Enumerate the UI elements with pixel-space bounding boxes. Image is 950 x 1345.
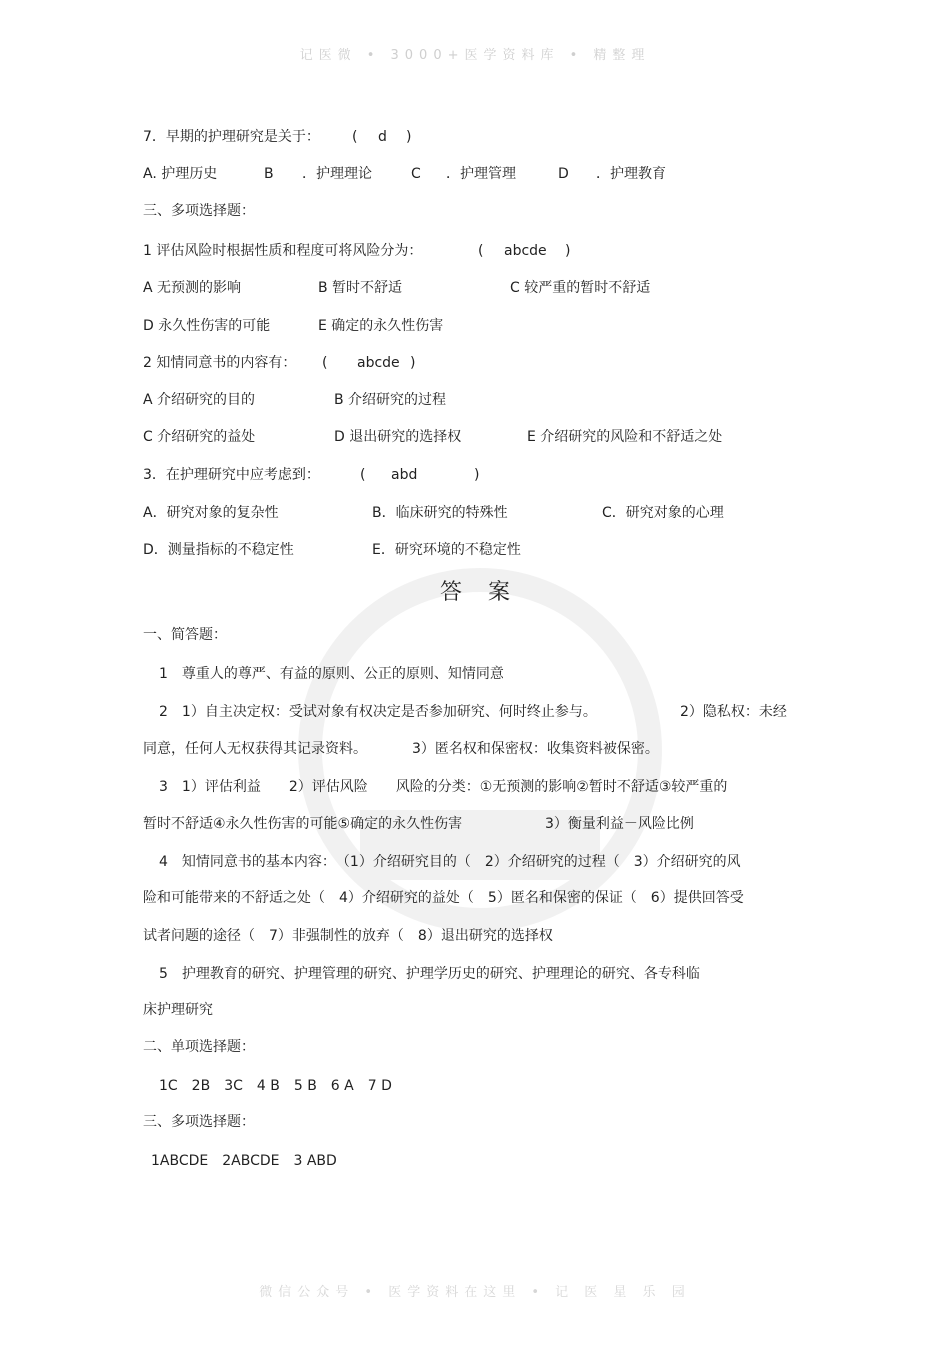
q7-answer: d — [378, 129, 387, 145]
m3-option-c: C．研究对象的心理 — [602, 505, 724, 521]
q7-option-c-letter: C — [411, 166, 421, 182]
q7-option-b-letter: B — [264, 166, 274, 182]
m3-option-d: D．测量指标的不稳定性 — [143, 542, 294, 558]
ans-section3-title: 三、多项选择题： — [143, 1114, 255, 1130]
page-footer-watermark: 微信公众号 • 医学资料在这里 • 记 医 星 乐 园 — [259, 1285, 691, 1300]
ans-4-line3: 试者问题的途径（ 7）非强制性的放弃（ 8）退出研究的选择权 — [143, 928, 553, 944]
ans-section3-answers: 1ABCDE 2ABCDE 3 ABD — [151, 1153, 337, 1169]
ans-section1-title: 一、简答题： — [143, 627, 227, 643]
m3-answer: abd — [391, 467, 418, 483]
ans-2-line2a: 同意，任何人无权获得其记录资料。 — [143, 741, 367, 757]
ans-section2-answers: 1C 2B 3C 4 B 5 B 6 A 7 D — [159, 1078, 392, 1094]
ans-5-line1: 5 护理教育的研究、护理管理的研究、护理学历史的研究、护理理论的研究、各专科临 — [159, 966, 700, 982]
m1-option-d: D 永久性伤害的可能 — [143, 318, 271, 334]
ans-3-line2a: 暂时不舒适④永久性伤害的可能⑤确定的永久性伤害 — [143, 816, 463, 832]
m3-paren-close: ) — [474, 467, 480, 483]
m1-option-a: A 无预测的影响 — [143, 280, 242, 296]
m1-option-c: C 较严重的暂时不舒适 — [510, 280, 651, 296]
ans-4-line2: 险和可能带来的不舒适之处（ 4）介绍研究的益处（ 5）匿名和保密的保证（ 6）提供回答受 — [143, 890, 744, 906]
ans-5-line2: 床护理研究 — [143, 1002, 213, 1018]
m3-option-b: B．临床研究的特殊性 — [372, 505, 508, 521]
ans-1: 1 尊重人的尊严、有益的原则、公正的原则、知情同意 — [159, 666, 504, 682]
q7-stem: 7．早期的护理研究是关于： — [143, 129, 320, 145]
ans-2-line1b: 2）隐私权：未经 — [680, 704, 787, 720]
m3-option-e: E．研究环境的不稳定性 — [372, 542, 521, 558]
m2-option-e: E 介绍研究的风险和不舒适之处 — [527, 429, 723, 445]
m3-option-a: A．研究对象的复杂性 — [143, 505, 279, 521]
m3-paren-open: ( — [360, 467, 366, 483]
q7-option-c-text: ．护理管理 — [446, 166, 516, 182]
m1-paren-close: ) — [565, 243, 571, 259]
q7-option-d-letter: D — [558, 166, 569, 182]
ans-3-line2b: 3）衡量利益－风险比例 — [545, 816, 694, 832]
m1-option-b: B 暂时不舒适 — [318, 280, 403, 296]
m1-stem: 1 评估风险时根据性质和程度可将风险分为： — [143, 243, 423, 259]
m2-option-d: D 退出研究的选择权 — [334, 429, 462, 445]
q7-option-a: A. 护理历史 — [143, 166, 218, 182]
m2-paren-close: ) — [410, 355, 416, 371]
m2-paren-open: ( — [322, 355, 328, 371]
m2-option-b: B 介绍研究的过程 — [334, 392, 447, 408]
page-header-watermark: 记医微 • 3000+医学资料库 • 精整理 — [299, 48, 651, 63]
m1-answer: abcde — [504, 243, 547, 259]
m3-stem: 3．在护理研究中应考虑到： — [143, 467, 320, 483]
answer-heading: 答案 — [439, 580, 536, 605]
ans-2-line2b: 3）匿名权和保密权：收集资料被保密。 — [412, 741, 659, 757]
ans-section2-title: 二、单项选择题： — [143, 1039, 255, 1055]
q7-paren-close: ) — [406, 129, 412, 145]
ans-4-line1: 4 知情同意书的基本内容： （1）介绍研究目的（ 2）介绍研究的过程（ 3）介绍研究的风 — [159, 854, 741, 870]
m2-option-c: C 介绍研究的益处 — [143, 429, 256, 445]
q7-option-d-text: ．护理教育 — [596, 166, 666, 182]
q7-paren-open: ( — [352, 129, 358, 145]
ans-2-line1a: 2 1）自主决定权：受试对象有权决定是否参加研究、何时终止参与。 — [159, 704, 597, 720]
m1-option-e: E 确定的永久性伤害 — [318, 318, 444, 334]
ans-3-line1: 3 1）评估利益 2）评估风险 风险的分类：①无预测的影响②暂时不舒适③较严重的 — [159, 779, 728, 795]
section-multiple-choice-title: 三、多项选择题： — [143, 203, 255, 219]
q7-option-b-text: ．护理理论 — [302, 166, 372, 182]
m1-paren-open: ( — [478, 243, 484, 259]
m2-option-a: A 介绍研究的目的 — [143, 392, 256, 408]
m2-answer: abcde — [357, 355, 400, 371]
m2-stem: 2 知情同意书的内容有： — [143, 355, 297, 371]
